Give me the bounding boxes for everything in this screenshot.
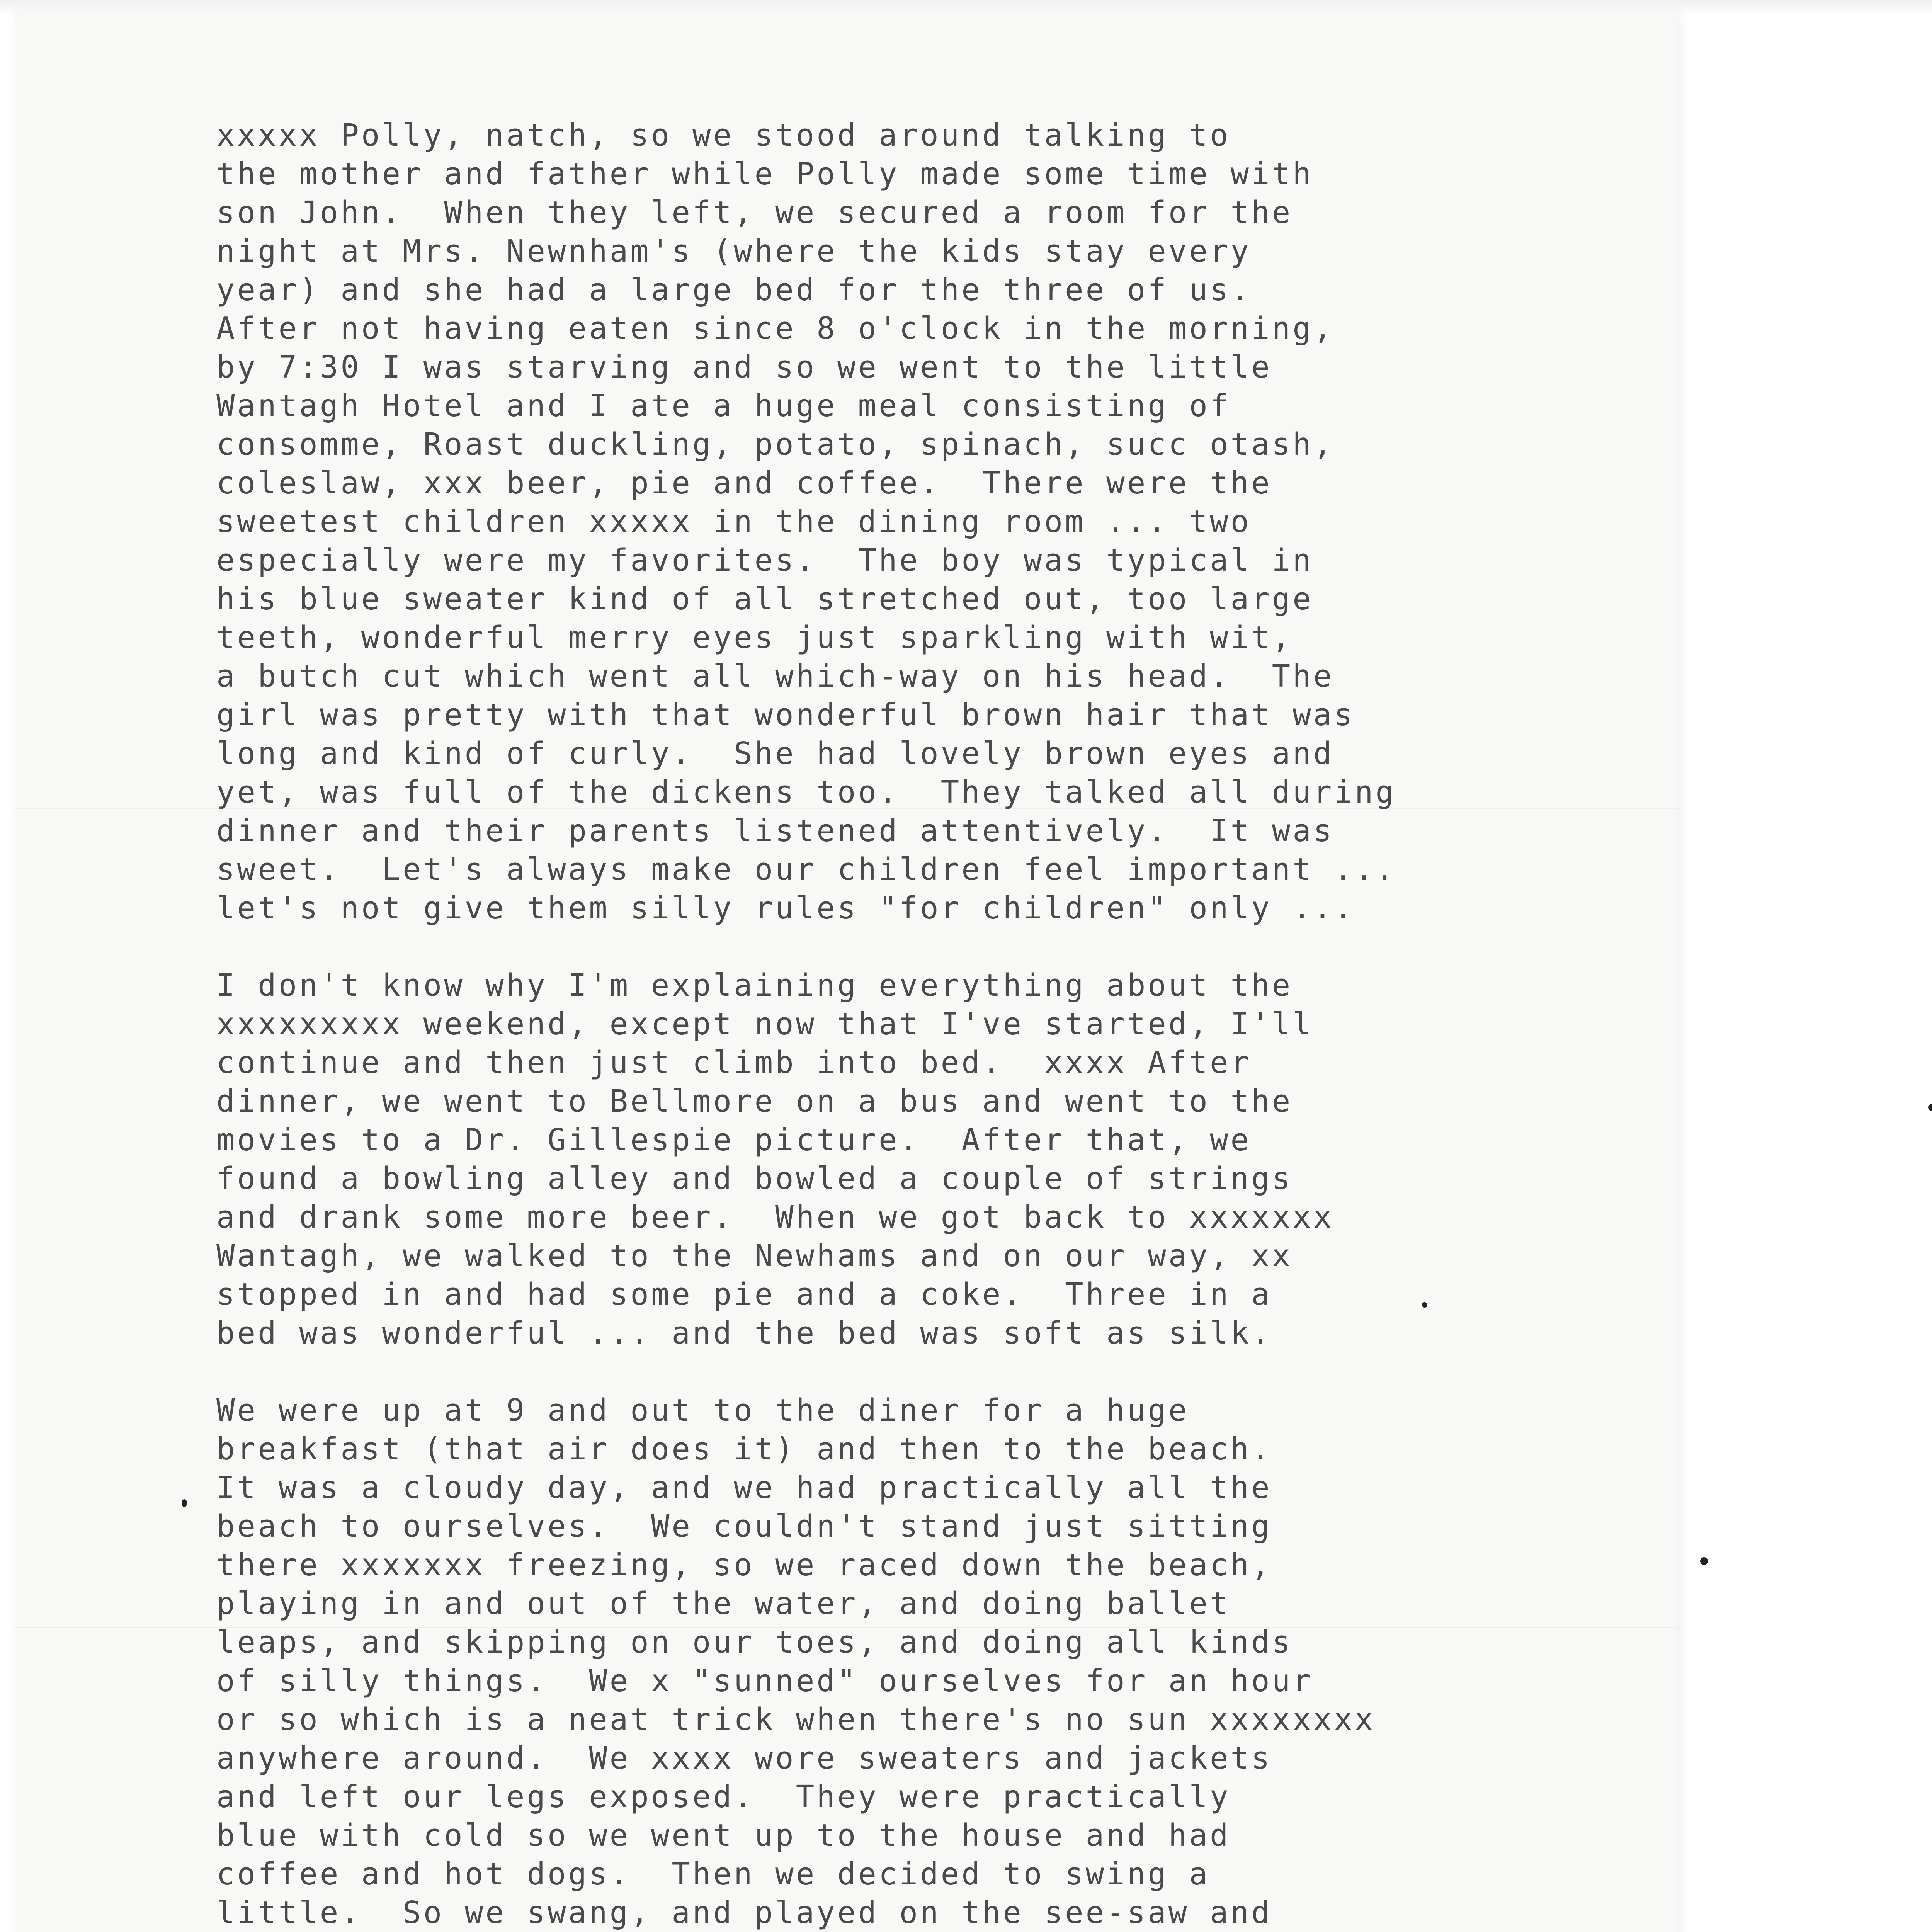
typed-line: year) and she had a large bed for the three of us. — [216, 272, 1252, 308]
typed-line: stopped in and had some pie and a coke. Three in a — [216, 1277, 1272, 1312]
letter-paragraph — [216, 966, 1646, 1352]
scan-speck — [1422, 1302, 1427, 1308]
typed-line: consomme, Roast duckling, potato, spinach, succ otash, — [216, 427, 1334, 462]
typed-line: breakfast (that air does it) and then to the beach. — [216, 1431, 1272, 1467]
typed-line: or so which is a neat trick when there's no sun xxxxxxxx — [216, 1702, 1376, 1737]
typed-line: of silly things. We x "sunned" ourselves for an hour — [216, 1663, 1313, 1699]
scan-speck — [1928, 1103, 1932, 1112]
scan-speck — [1700, 1557, 1708, 1565]
typed-line: playing in and out of the water, and doing ballet — [216, 1586, 1231, 1621]
typed-line: blue with cold so we went up to the house and had — [216, 1818, 1231, 1853]
typed-line: little. So we swang, and played on the see-saw and — [216, 1895, 1272, 1930]
letter-paragraph — [216, 116, 1646, 927]
typed-line: long and kind of curly. She had lovely brown eyes and — [216, 736, 1334, 771]
scan-speck — [182, 1499, 187, 1507]
typed-line: continue and then just climb into bed. xxxx After — [216, 1045, 1252, 1080]
typed-line: Wantagh, we walked to the Newhams and on our way, xx — [216, 1238, 1293, 1274]
typed-line: anywhere around. We xxxx wore sweaters and jackets — [216, 1740, 1272, 1776]
typed-line: a butch cut which went all which-way on his head. The — [216, 658, 1334, 694]
typed-line: the mother and father while Polly made some time with — [216, 156, 1313, 192]
typed-line: We were up at 9 and out to the diner for a huge — [216, 1393, 1189, 1428]
typed-line: let's not give them silly rules "for children" only ... — [216, 890, 1355, 926]
typed-line: After not having eaten since 8 o'clock in the morning, — [216, 311, 1334, 346]
typed-letter-body — [216, 116, 1646, 1932]
typed-line: xxxxx Polly, natch, so we stood around talking to — [216, 117, 1231, 153]
typed-line: son John. When they left, we secured a room for the — [216, 195, 1293, 230]
typed-line: yet, was full of the dickens too. They talked all during — [216, 774, 1396, 810]
typed-line: beach to ourselves. We couldn't stand just sitting — [216, 1509, 1272, 1544]
typed-line: movies to a Dr. Gillespie picture. After that, we — [216, 1122, 1252, 1158]
letter-paragraph — [216, 1391, 1646, 1932]
typed-line: leaps, and skipping on our toes, and doing all kinds — [216, 1624, 1293, 1660]
typed-line: girl was pretty with that wonderful brown hair that was — [216, 697, 1355, 733]
typed-line: by 7:30 I was starving and so we went to the little — [216, 349, 1272, 385]
typed-line: teeth, wonderful merry eyes just sparkling with wit, — [216, 620, 1293, 655]
typed-line: and left our legs exposed. They were practically — [216, 1779, 1231, 1815]
typed-line: night at Mrs. Newnham's (where the kids stay every — [216, 233, 1252, 269]
typed-line: found a bowling alley and bowled a couple of strings — [216, 1161, 1293, 1196]
typed-line: especially were my favorites. The boy was typical in — [216, 543, 1313, 578]
typed-line: coffee and hot dogs. Then we decided to swing a — [216, 1856, 1210, 1892]
typed-line: his blue sweater kind of all stretched out, too large — [216, 581, 1313, 617]
typed-line: bed was wonderful ... and the bed was soft as silk. — [216, 1315, 1272, 1351]
typed-line: there xxxxxxx freezing, so we raced down the beach, — [216, 1547, 1272, 1583]
typed-line: and drank some more beer. When we got back to xxxxxxx — [216, 1199, 1334, 1235]
typed-line: It was a cloudy day, and we had practically all the — [216, 1470, 1272, 1505]
typed-line: sweetest children xxxxx in the dining room ... two — [216, 504, 1252, 539]
typed-line: dinner, we went to Bellmore on a bus and went to the — [216, 1083, 1293, 1119]
typed-line: sweet. Let's always make our children feel important ... — [216, 852, 1396, 887]
typed-line: coleslaw, xxx beer, pie and coffee. There were the — [216, 465, 1272, 501]
typed-line: dinner and their parents listened attentively. It was — [216, 813, 1334, 849]
typed-line: I don't know why I'm explaining everything about the — [216, 968, 1293, 1003]
typed-line: Wantagh Hotel and I ate a huge meal consisting of — [216, 388, 1231, 423]
typed-line: xxxxxxxxx weekend, except now that I've started, I'll — [216, 1006, 1313, 1042]
